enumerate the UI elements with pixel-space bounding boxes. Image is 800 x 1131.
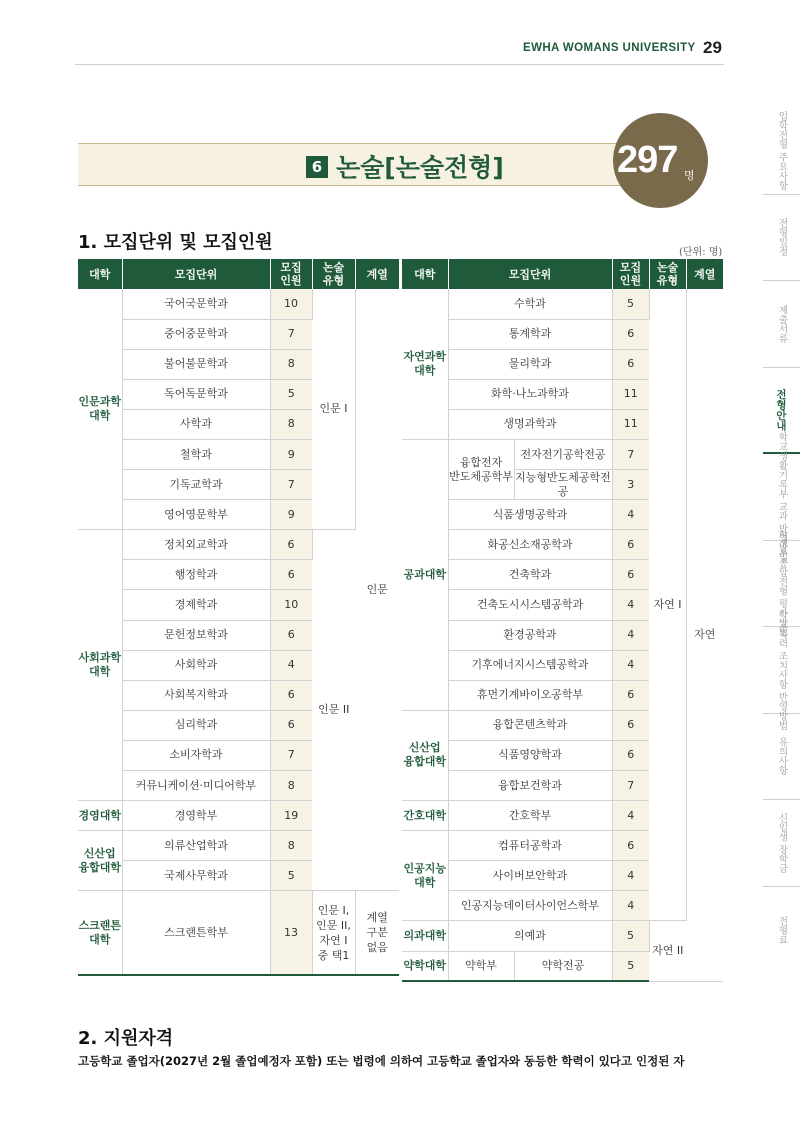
section2-title: 2. 지원자격 [78,1028,174,1049]
quota-cell: 9 [270,500,312,530]
th-track: 계열 [686,259,723,289]
quota-cell: 11 [612,409,649,439]
table-row [78,891,399,975]
type-cell: 인문 I [312,289,355,530]
quota-cell: 5 [612,289,649,319]
table-row [78,530,399,560]
header-divider [75,64,724,65]
page-number: 29 [703,38,722,57]
unit-cell: 수학과 [448,289,612,319]
college-cell: 인공지능 대학 [402,831,448,921]
unit-cell: 스크랜튼학부 [122,891,270,975]
unit-cell: 사회학과 [122,650,270,680]
banner-title: 논술[논술전형] [336,153,504,182]
unit-cell: 소비자학과 [122,740,270,770]
side-navigation [763,108,800,973]
quota-cell: 6 [612,349,649,379]
unit-cell: 인공지능데이터사이언스학부 [448,891,612,921]
quota-cell: 7 [612,771,649,801]
unit-group-cell: 약학부 [448,951,514,981]
college-cell: 의과대학 [402,921,448,951]
college-cell: 간호대학 [402,801,448,831]
quota-cell: 6 [612,319,649,349]
quota-cell: 6 [612,831,649,861]
quota-cell: 4 [612,500,649,530]
header-university: EWHA WOMANS UNIVERSITY [523,42,696,54]
unit-note: (단위: 명) [679,247,723,258]
quota-cell: 4 [612,891,649,921]
quota-cell: 10 [270,590,312,620]
unit-cell: 경영학부 [122,801,270,831]
college-cell: 신산업 융합대학 [402,710,448,800]
college-cell: 약학대학 [402,951,448,981]
quota-cell: 6 [270,680,312,710]
quota-cell: 4 [612,861,649,891]
th-type: 논술 유형 [312,259,355,289]
unit-cell: 심리학과 [122,710,270,740]
type-cell: 자연 II [649,921,686,981]
quota-cell: 8 [270,349,312,379]
unit-cell: 생명과학과 [448,409,612,439]
banner-number: 6 [306,156,328,178]
unit-cell: 정치외교학과 [122,530,270,560]
total-number: 297 [617,139,678,181]
unit-cell: 문헌정보학과 [122,620,270,650]
total-unit: 명 [684,169,695,182]
unit-cell: 화공신소재공학과 [448,530,612,560]
th-quota: 모집 인원 [612,259,649,289]
th-track: 계열 [355,259,399,289]
quota-cell: 6 [270,620,312,650]
college-cell: 자연과학 대학 [402,289,448,439]
right-recruit-table [402,259,723,982]
college-cell: 스크랜튼 대학 [78,891,122,975]
quota-cell: 5 [270,861,312,891]
unit-cell: 국제사무학과 [122,861,270,891]
side-tab-notes[interactable]: 유의사항 [763,714,800,801]
quota-cell: 5 [612,951,649,981]
unit-cell: 사회복지학과 [122,680,270,710]
th-quota: 모집 인원 [270,259,312,289]
unit-cell: 불어불문학과 [122,349,270,379]
quota-cell: 13 [270,891,312,975]
unit-cell: 기후에너지시스템공학과 [448,650,612,680]
unit-cell: 경제학과 [122,590,270,620]
track-cell: 계열 구분 없음 [355,891,399,975]
quota-cell: 4 [612,620,649,650]
unit-cell: 영어영문학부 [122,500,270,530]
side-tab-violence[interactable]: 학교폭력 조치사항 반영방법 [763,627,800,714]
unit-cell: 철학과 [122,439,270,469]
quota-cell: 7 [270,740,312,770]
quota-cell: 6 [270,710,312,740]
quota-cell: 7 [612,439,649,469]
side-tab-evaluation[interactable]: 학생부종합전형 평가방법 [763,541,800,628]
college-cell: 인문과학 대학 [78,289,122,530]
quota-cell: 6 [270,530,312,560]
side-tab-fee[interactable]: 전형료 [776,915,788,944]
unit-group-cell: 융합전자 반도체공학부 [448,439,514,499]
quota-cell: 6 [612,710,649,740]
unit-cell: 휴먼기계바이오공학부 [448,680,612,710]
side-tab-scholarship[interactable]: 신입생 장학금 [763,800,800,887]
quota-cell: 6 [270,560,312,590]
unit-cell: 통계학과 [448,319,612,349]
unit-cell: 식품생명공학과 [448,500,612,530]
college-cell: 경영대학 [78,801,122,831]
th-college: 대학 [78,259,122,289]
unit-cell: 컴퓨터공학과 [448,831,612,861]
college-cell: 공과대학 [402,439,448,710]
left-recruit-table [78,259,399,976]
quota-cell: 5 [612,921,649,951]
unit-cell: 물리학과 [448,349,612,379]
quota-cell: 8 [270,831,312,861]
college-cell: 사회과학 대학 [78,530,122,801]
table-row [78,289,399,319]
quota-cell: 6 [612,740,649,770]
quota-cell: 11 [612,379,649,409]
unit-cell: 융합콘텐츠학과 [448,710,612,740]
unit-cell: 화학·나노과학과 [448,379,612,409]
side-tab-admission-info[interactable]: 전형안내 [763,368,800,455]
quota-cell: 9 [270,439,312,469]
quota-cell: 5 [270,379,312,409]
unit-cell: 건축도시시스템공학과 [448,590,612,620]
unit-cell: 사이버보안학과 [448,861,612,891]
unit-cell: 중어중문학과 [122,319,270,349]
unit-cell: 지능형반도체공학전공 [514,470,612,500]
unit-cell: 약학전공 [514,951,612,981]
section2-body: 고등학교 졸업자(2027년 2월 졸업예정자 포함) 또는 법령에 의하여 고등학교 졸업자와 동등한 학력이 있다고 인정된 자 [78,1054,685,1068]
side-tab-documents[interactable]: 제출서류 [763,281,800,368]
unit-cell: 커뮤니케이션·미디어학부 [122,771,270,801]
track-cell: 인문 [355,289,399,891]
unit-cell: 의류산업학과 [122,831,270,861]
unit-cell: 환경공학과 [448,620,612,650]
quota-cell: 7 [270,319,312,349]
quota-cell: 4 [612,801,649,831]
side-tab-schedule[interactable]: 전형일정 [763,195,800,282]
side-tab-guide[interactable]: 입학전형 주요사항 [763,108,800,195]
unit-cell: 국어국문학과 [122,289,270,319]
unit-cell: 간호학부 [448,801,612,831]
quota-cell: 6 [612,680,649,710]
quota-cell: 4 [270,650,312,680]
th-type: 논술 유형 [649,259,686,289]
unit-cell: 기독교학과 [122,470,270,500]
unit-cell: 의예과 [448,921,612,951]
type-cell: 자연 I [649,289,686,921]
quota-cell: 10 [270,289,312,319]
college-cell: 신산업 융합대학 [78,831,122,891]
table-row [402,921,723,951]
quota-cell: 4 [612,590,649,620]
th-unit: 모집단위 [448,259,612,289]
quota-cell: 19 [270,801,312,831]
quota-cell: 3 [612,470,649,500]
th-unit: 모집단위 [122,259,270,289]
quota-cell: 8 [270,771,312,801]
unit-cell: 행정학과 [122,560,270,590]
unit-cell: 독어독문학과 [122,379,270,409]
side-tab-grades[interactable]: 학교생활기록부 교과 반영방법 [763,454,800,541]
unit-cell: 식품영양학과 [448,740,612,770]
quota-cell: 4 [612,650,649,680]
type-cell: 인문 I, 인문 II, 자연 I 중 택1 [312,891,355,975]
section1-title: 1. 모집단위 및 모집인원 [78,232,273,253]
th-college: 대학 [402,259,448,289]
quota-cell: 6 [612,560,649,590]
unit-cell: 융합보건학과 [448,771,612,801]
type-cell: 인문 II [312,530,355,891]
unit-cell: 전자전기공학전공 [514,439,612,469]
quota-cell: 7 [270,470,312,500]
track-cell: 자연 [686,289,723,981]
quota-cell: 6 [612,530,649,560]
table-row [402,289,723,319]
unit-cell: 건축학과 [448,560,612,590]
quota-cell: 8 [270,409,312,439]
unit-cell: 사학과 [122,409,270,439]
